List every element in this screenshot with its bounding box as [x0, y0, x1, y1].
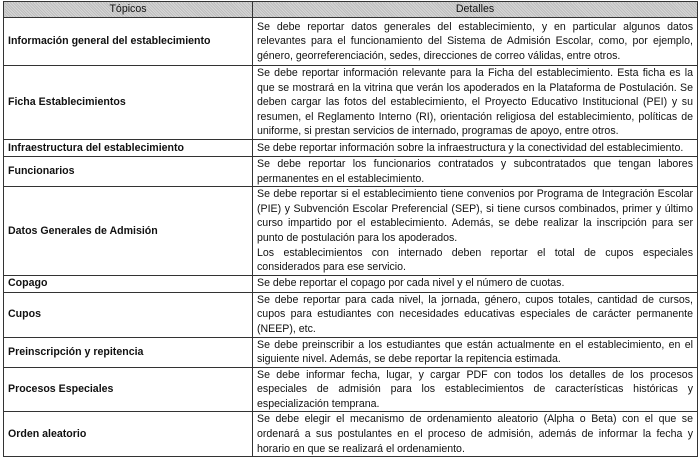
table-row	[4, 337, 698, 367]
detail-paragraph: Se debe reportar el copago por cada nivel y el número de cuotas.	[257, 277, 565, 290]
table-row	[4, 139, 698, 156]
detail-cell	[253, 412, 698, 457]
detail-paragraph: Se debe informar fecha, lugar, y cargar PDF con todos los detalles de los procesos especiales de admisión para los establecimientos de características históricas y especialización temprana.	[257, 368, 693, 410]
detail-paragraph: Se debe reportar los funcionarios contratados y subcontratados que tengan labores permanentes en el establecimiento.	[257, 157, 693, 185]
topics-table	[3, 1, 698, 457]
detail-cell	[253, 156, 698, 186]
table-row	[4, 367, 698, 412]
detail-paragraph: Se debe reportar información sobre la infraestructura y la conectividad del establecimiento.	[257, 141, 684, 154]
detail-cell	[253, 139, 698, 156]
detail-cell	[253, 187, 698, 276]
detail-paragraph: Se debe reportar para cada nivel, la jornada, género, cupos totales, cantidad de cursos, cupos para estudiantes con necesidades educativas especiales de carácter permanente (NEEP), etc.	[257, 293, 693, 335]
topic-cell: Información general del establecimiento	[4, 18, 253, 66]
topic-cell: Orden aleatorio	[4, 412, 253, 457]
table-row	[4, 292, 698, 337]
table-row	[4, 66, 698, 140]
table-row	[4, 156, 698, 186]
topic-cell: Preinscripción y repitencia	[4, 337, 253, 367]
topic-cell: Procesos Especiales	[4, 367, 253, 412]
topic-cell: Ficha Establecimientos	[4, 66, 253, 140]
table-row	[4, 187, 698, 276]
detail-paragraph: Se debe reportar datos generales del establecimiento, y en particular algunos datos relevantes para el funcionamiento del Sistema de Admisión Escolar, como, por ejemplo, género, georreferenciación, sedes, direcciones de correo válidas, entre otros.	[257, 20, 693, 62]
table-header-row	[4, 2, 698, 18]
table-row	[4, 18, 698, 66]
detail-paragraph: Los establecimientos con internado deben reportar el total de cupos especiales considerados para ese servicio.	[257, 246, 693, 274]
detail-cell	[253, 18, 698, 66]
detail-paragraph: Se debe reportar información relevante para la Ficha del establecimiento. Esta ficha es la que se mostrará en la vitrina que verán los apoderados en la Plataforma de Postulación. Se deben cargar las fotos del establecimiento, el Proyecto Educativo Institucional (PEI) y su resumen, el Reglamento Interno (RI), orientación religiosa del establecimiento, políticas de uniforme, si prestan servicios de internado, programas de apoyo, entre otros.	[257, 67, 693, 138]
table-row	[4, 412, 698, 457]
detail-paragraph: Se debe preinscribir a los estudiantes que están actualmente en el establecimiento, en el siguiente nivel. Además, se debe reportar la repitencia estimada.	[257, 338, 693, 366]
topic-cell: Cupos	[4, 292, 253, 337]
header-topics: Tópicos	[4, 2, 253, 18]
detail-paragraph: Se debe reportar si el establecimiento tiene convenios por Programa de Integración Escolar (PIE) y Subvención Escolar Preferencial (SEP), si tiene cursos combinados, primer y último curso impartido por el establecimiento. Además, se debe realizar la inscripción para ser punto de postulación para los apoderados.	[257, 188, 693, 244]
detail-cell	[253, 275, 698, 292]
detail-cell	[253, 337, 698, 367]
detail-cell	[253, 367, 698, 412]
detail-cell	[253, 292, 698, 337]
topic-cell: Datos Generales de Admisión	[4, 187, 253, 276]
detail-cell	[253, 66, 698, 140]
header-details: Detalles	[253, 2, 698, 18]
topic-cell: Infraestructura del establecimiento	[4, 139, 253, 156]
topic-cell: Funcionarios	[4, 156, 253, 186]
table-row	[4, 275, 698, 292]
detail-paragraph: Se debe elegir el mecanismo de ordenamiento aleatorio (Alpha o Beta) con el que se ordenará a sus postulantes en el proceso de admisión, además de informar la fecha y horario en que se realizará el ordenamiento.	[257, 413, 693, 455]
topic-cell: Copago	[4, 275, 253, 292]
